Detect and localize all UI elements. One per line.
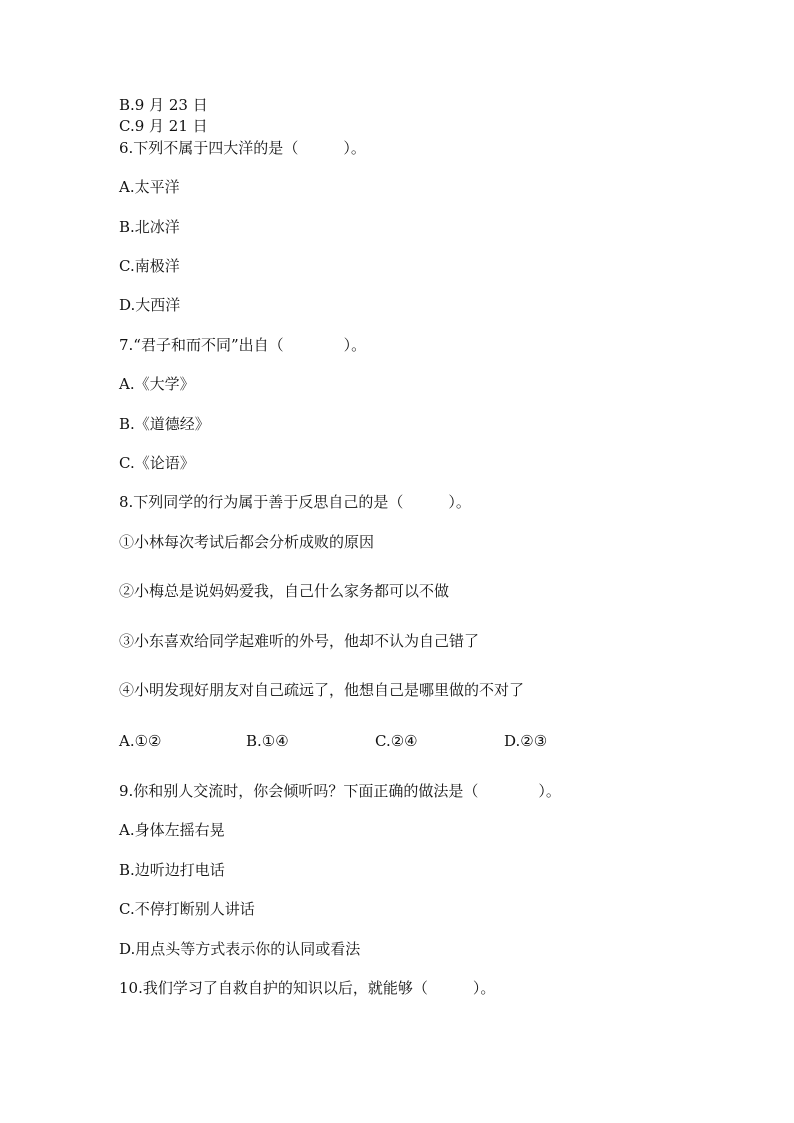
question-9: 9.你和别人交流时，你会倾听吗？下面正确的做法是（ ）。: [119, 782, 561, 800]
question-6: 6.下列不属于四大洋的是（ ）。: [119, 139, 366, 157]
q8-option-b: B.①④: [246, 732, 289, 750]
q9-option-c: C.不停打断别人讲话: [119, 900, 255, 918]
q9-option-b: B.边听边打电话: [119, 861, 225, 879]
q6-option-b: B.北冰洋: [119, 218, 180, 236]
q7-option-a: A.《大学》: [119, 375, 195, 393]
q8-statement-2: ②小梅总是说妈妈爱我，自己什么家务都可以不做: [119, 582, 450, 600]
q6-option-c: C.南极洋: [119, 257, 180, 275]
prev-option-c: C.9 月 21 日: [119, 117, 208, 135]
q9-option-d: D.用点头等方式表示你的认同或看法: [119, 940, 361, 958]
question-10: 10.我们学习了自救自护的知识以后，就能够（ ）。: [119, 979, 496, 997]
q7-option-c: C.《论语》: [119, 454, 195, 472]
question-8: 8.下列同学的行为属于善于反思自己的是（ ）。: [119, 493, 471, 511]
q8-statement-1: ①小林每次考试后都会分析成败的原因: [119, 533, 375, 551]
q8-statement-3: ③小东喜欢给同学起难听的外号，他却不认为自己错了: [119, 632, 480, 650]
prev-option-b: B.9 月 23 日: [119, 96, 208, 114]
question-7: 7.“君子和而不同”出自（ ）。: [119, 336, 367, 354]
q9-option-a: A.身体左摇右晃: [119, 821, 225, 839]
q8-statement-4: ④小明发现好朋友对自己疏远了，他想自己是哪里做的不对了: [119, 681, 525, 699]
q7-option-b: B.《道德经》: [119, 415, 210, 433]
q8-option-c: C.②④: [375, 732, 418, 750]
q8-option-d: D.②③: [504, 732, 548, 750]
q8-option-a: A.①②: [119, 732, 162, 750]
q6-option-d: D.大西洋: [119, 296, 181, 314]
q6-option-a: A.太平洋: [119, 178, 180, 196]
